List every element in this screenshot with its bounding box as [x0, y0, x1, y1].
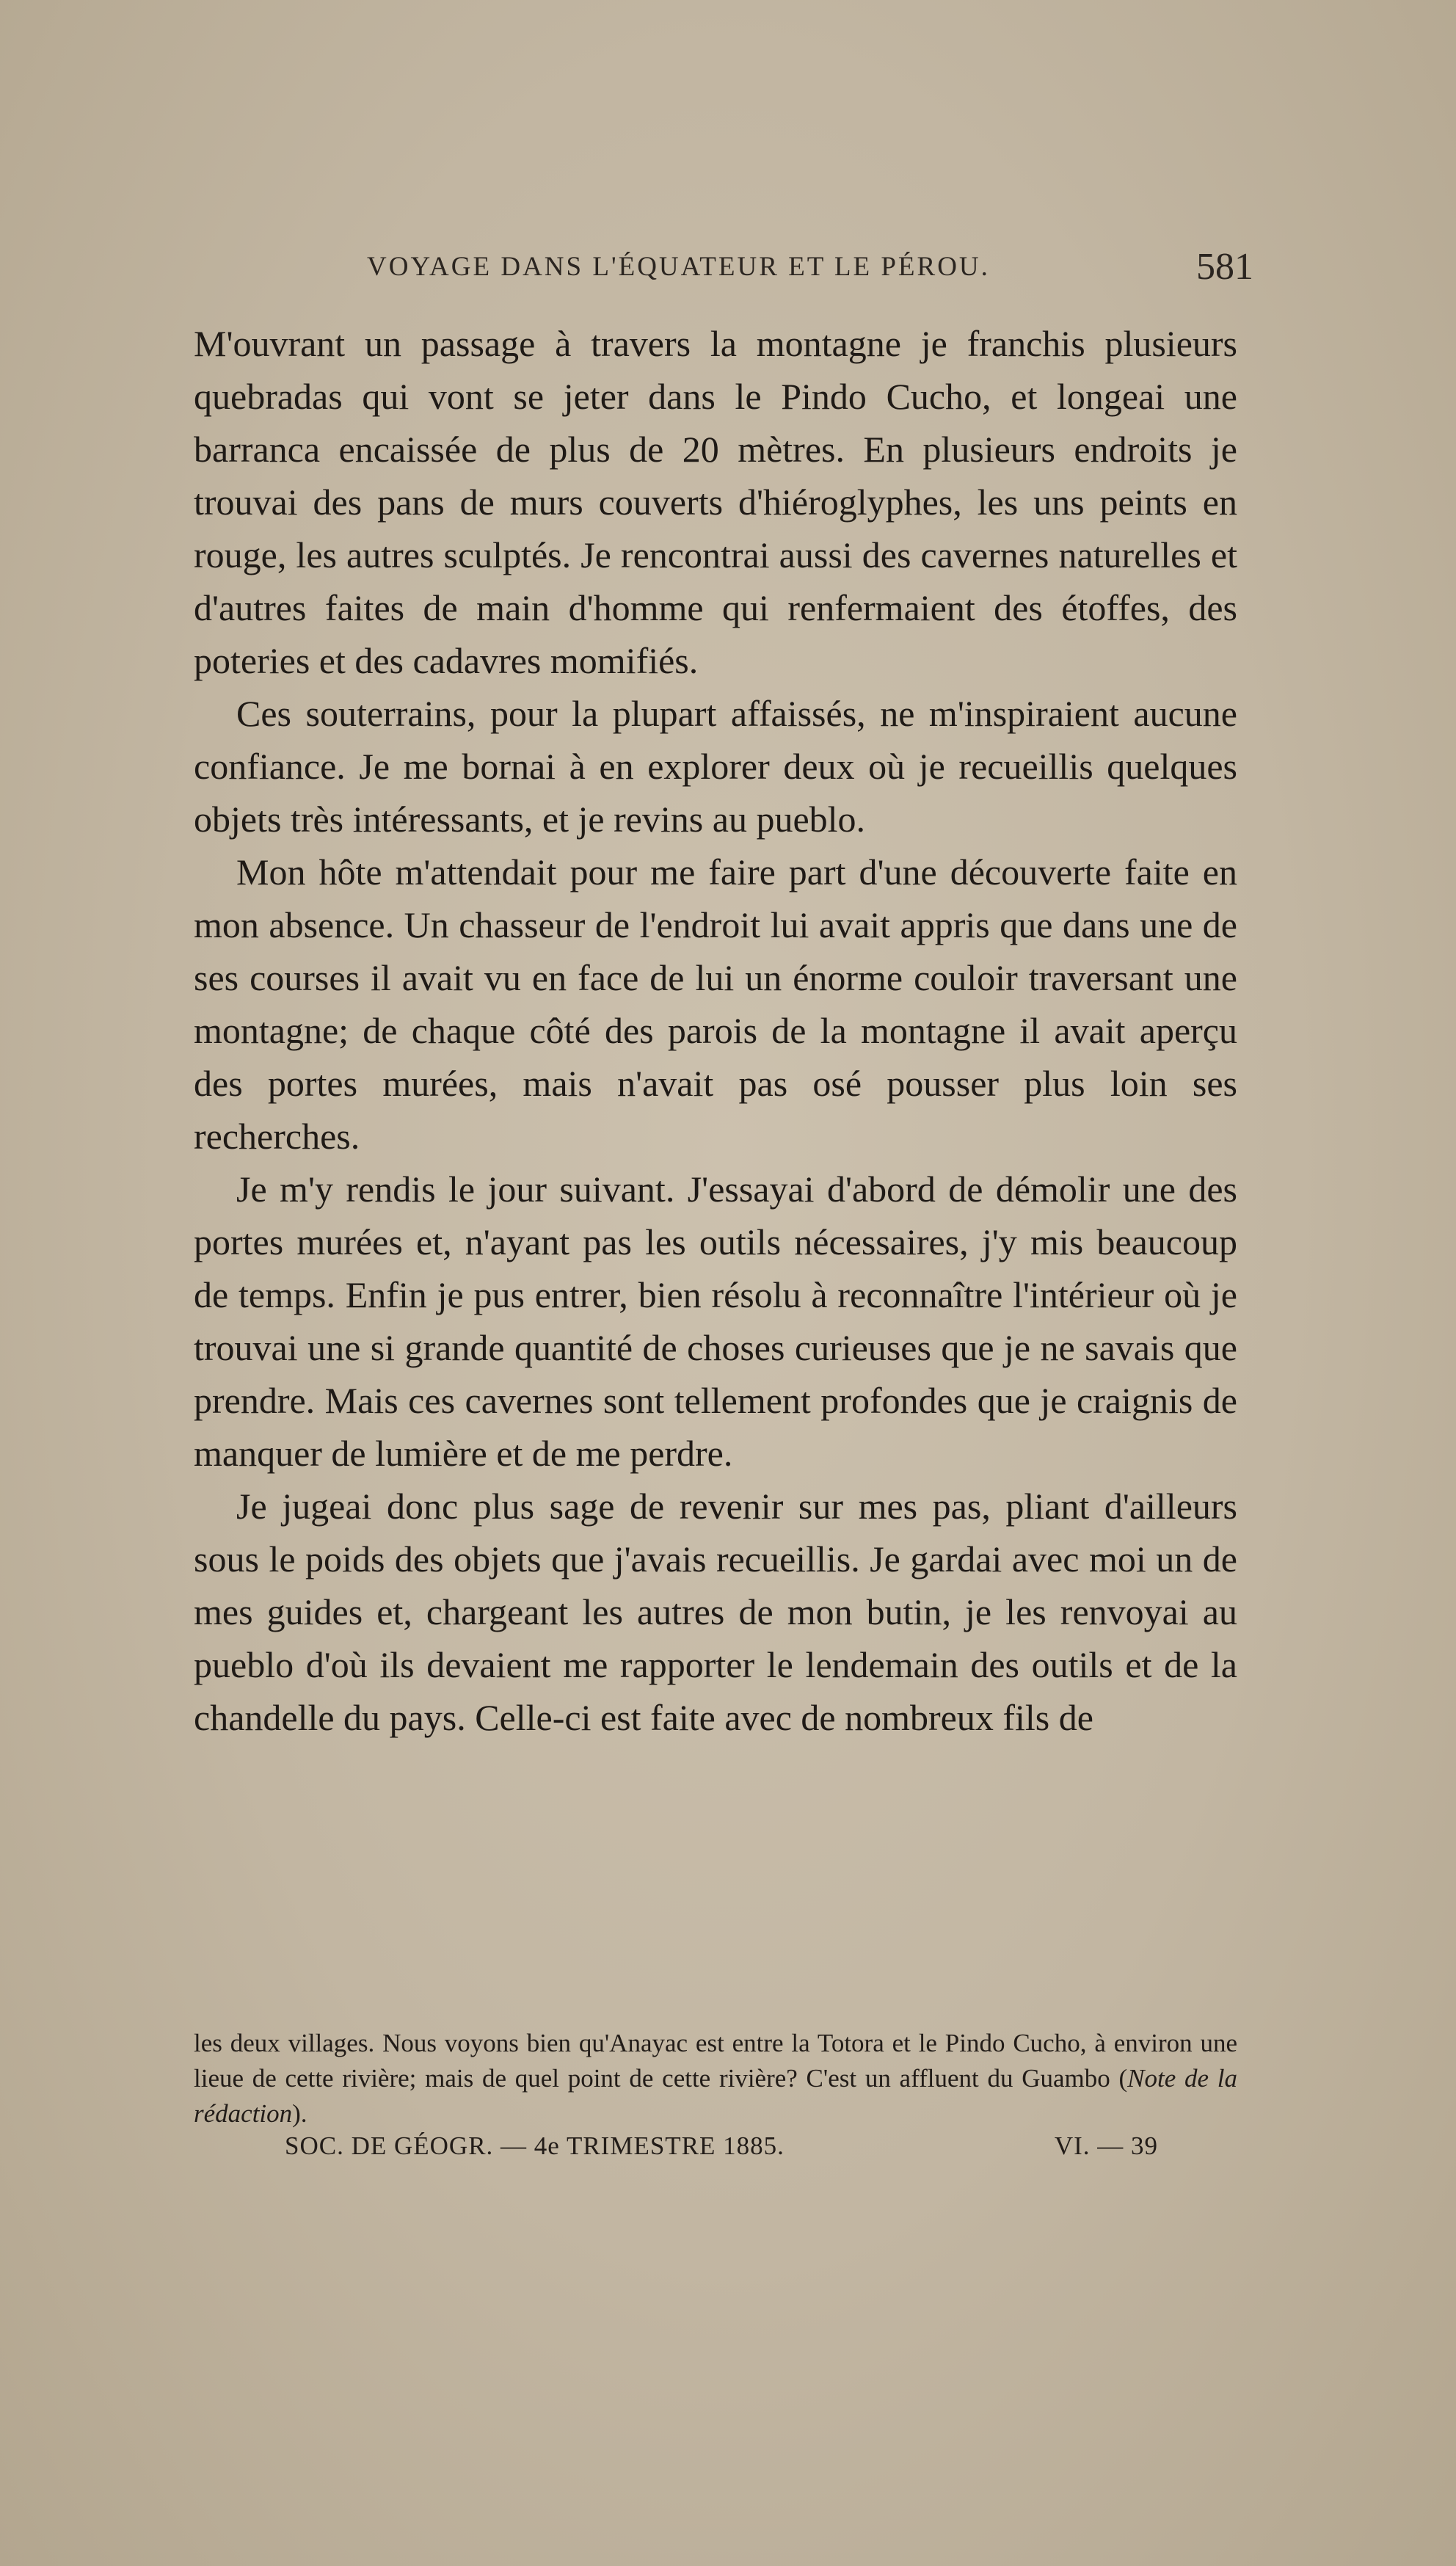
- running-head: [197, 246, 1253, 302]
- paragraph-4: Je m'y rendis le jour suivant. J'essayai d'abord de démolir une des portes murées et, n'ayant pas les outils nécessaires, j'y mis beaucoup de temps. Enfin je pus entrer, bien résolu à reconnaître l'intérieur où je trouvai une si grande quantité de choses curieuses que je ne savais que prendre. Mais ces cavernes sont tellement profondes que je craignis de manquer de lumière et de me perdre.: [194, 1168, 1237, 1474]
- page-number: 581: [1196, 246, 1253, 288]
- body-text: [194, 317, 1237, 1744]
- footnote-tail: ).: [292, 2099, 307, 2128]
- running-title: VOYAGE DANS L'ÉQUATEUR ET LE PÉROU.: [367, 252, 990, 282]
- paragraph-5: Je jugeai donc plus sage de revenir sur mes pas, pliant d'ailleurs sous le poids des objets que j'avais recueillis. Je gardai avec moi un de mes guides et, chargeant les autres de mon butin, je les renvoyai au pueblo d'où ils devaient me rapporter le lendemain des outils et de la chandelle du pays. Celle-ci est faite avec de nombreux fils de: [194, 1486, 1237, 1738]
- paragraph-1: M'ouvrant un passage à travers la montagne je franchis plusieurs quebradas qui vont se jeter dans le Pindo Cucho, et longeai une barranca encaissée de plus de 20 mètres. En plusieurs endroits je trouvai des pans de murs couverts d'hiéroglyphes, les uns peints en rouge, les autres sculptés. Je rencontrai aussi des cavernes naturelles et d'autres faites de main d'homme qui renfermaient des étoffes, des poteries et des cadavres momifiés.: [194, 323, 1237, 681]
- footnote-text: les deux villages. Nous voyons bien qu'Anayac est entre la Totora et le Pindo Cucho, à environ une lieue de cette rivière; mais de quel point de cette rivière? C'est un affluent du Guambo (: [194, 2029, 1237, 2093]
- footnote-editor-note: Note de la rédaction: [194, 2064, 1237, 2128]
- footnote: [194, 2026, 1237, 2131]
- signature-society: SOC. DE GÉOGR. — 4e TRIMESTRE 1885.: [285, 2131, 785, 2160]
- signature-volume: VI. — 39: [1054, 2131, 1158, 2160]
- paragraph-3: Mon hôte m'attendait pour me faire part d'une découverte faite en mon absence. Un chasseur de l'endroit lui avait appris que dans une de ses courses il avait vu en face de lui un énorme couloir traversant une montagne; de chaque côté des parois de la montagne il avait aperçu des portes murées, mais n'avait pas osé pousser plus loin ses recherches.: [194, 851, 1237, 1157]
- paragraph-2: Ces souterrains, pour la plupart affaissés, ne m'inspiraient aucune confiance. Je me bornai à en explorer deux où je recueillis quelques objets très intéressants, et je revins au pueblo.: [194, 693, 1237, 840]
